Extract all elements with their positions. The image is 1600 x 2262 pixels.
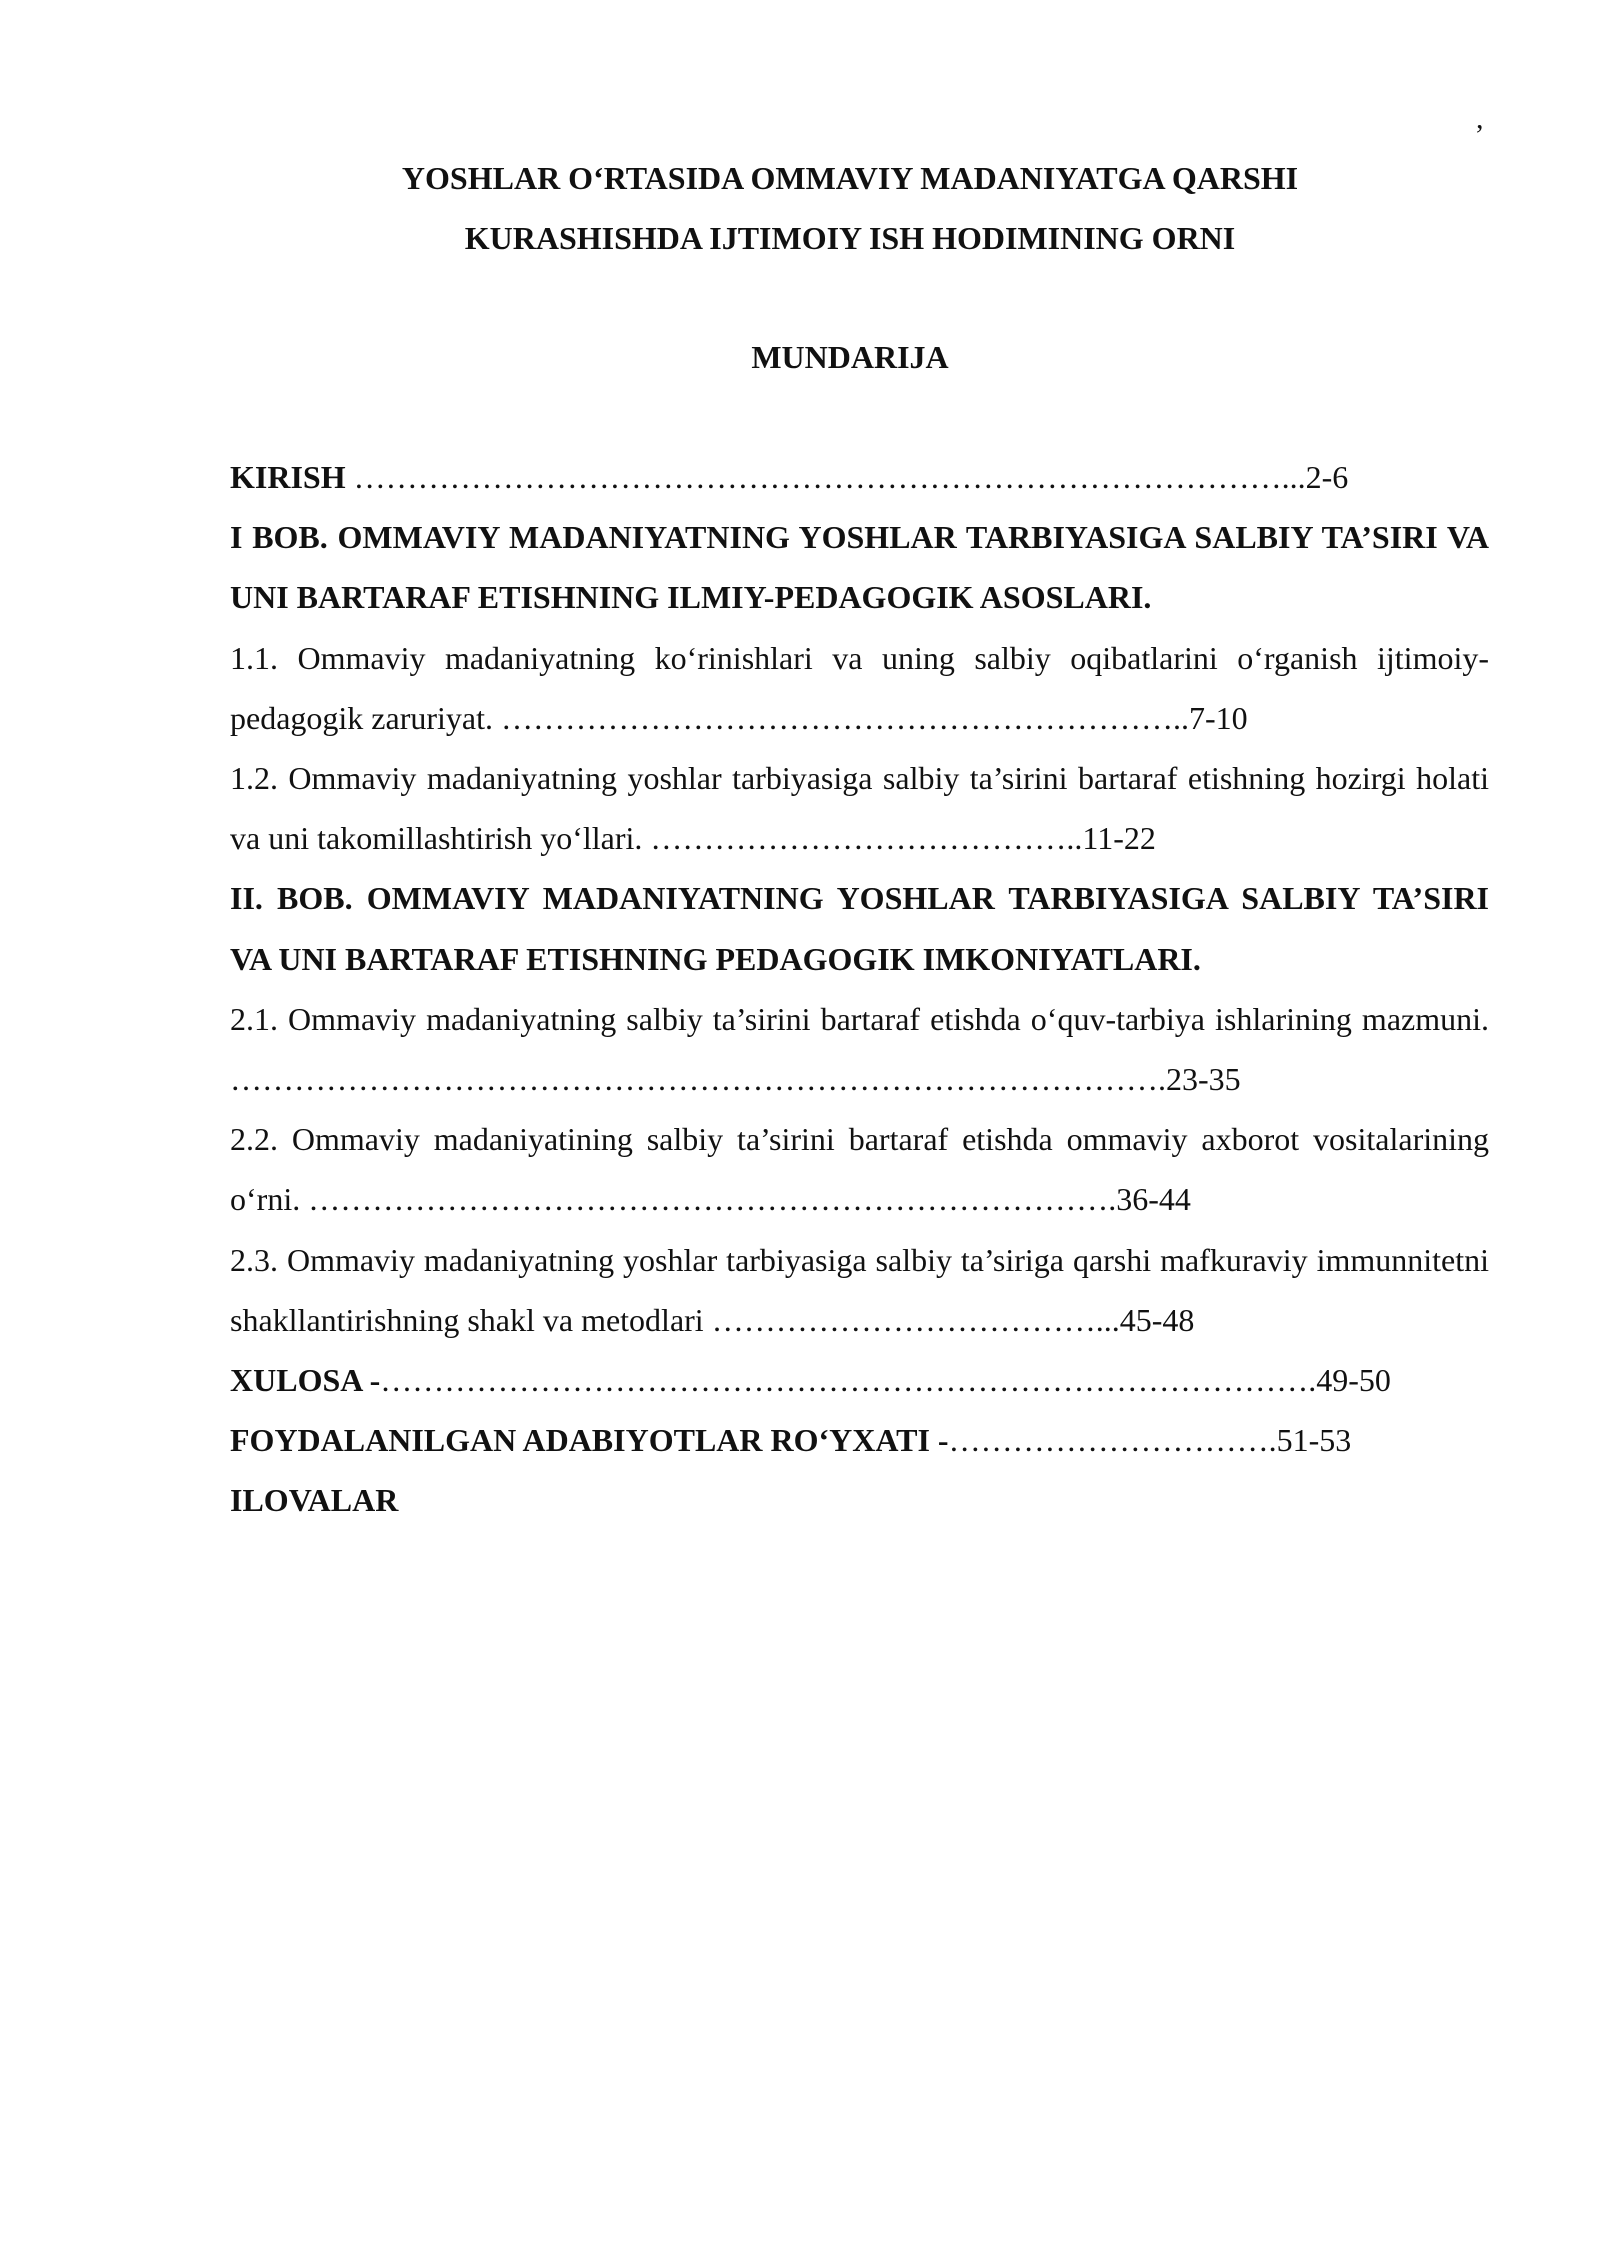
toc-heading: MUNDARIJA	[751, 339, 949, 375]
table-of-contents	[230, 447, 1489, 1531]
toc-entry-xulosa-label: XULOSA -	[230, 1362, 381, 1399]
toc-entry-adabiyotlar	[230, 1410, 1489, 1470]
toc-section-1-1: 1.1. Ommaviy madaniyatning ko‘rinishlari va uning salbiy oqibatlarini o‘rganish ijtimoiy-pedagogik zaruriyat. ………………………………………………………..7-10	[230, 639, 1489, 736]
title-line-1: YOSHLAR O‘RTASIDA OMMAVIY MADANIYATGA QARSHI	[401, 160, 1299, 196]
toc-entry-xulosa	[230, 1350, 1489, 1410]
toc-section-1-2: 1.2. Ommaviy madaniyatning yoshlar tarbiyasiga salbiy ta’sirini bartaraf etishning hozirgi holati va uni takomillashtirish yo‘llari. …………………………………..11-22	[230, 760, 1489, 857]
toc-chapter-1: I BOB. OMMAVIY MADANIYATNING YOSHLAR TARBIYASIGA SALBIY TA’SIRI VA UNI BARTARAF ETISHNING ILMIY-PEDAGOGIK ASOSLARI.	[230, 519, 1489, 616]
toc-section-2-3: 2.3. Ommaviy madaniyatning yoshlar tarbiyasiga salbiy ta’siriga qarshi mafkuraviy immunnitetni shakllantirishning shakl va metodlari ………………………………...45-48	[230, 1241, 1489, 1338]
toc-entry-kirish	[230, 447, 1489, 507]
corner-mark: ,	[1476, 102, 1484, 135]
document-title	[230, 148, 1470, 268]
toc-entry-xulosa-leader: …………………………………………………………………………….49-50	[380, 1362, 1391, 1399]
title-line-2: KURASHISHDA IJTIMOIY ISH HODIMINING ORNI	[464, 220, 1236, 256]
toc-entry-ilovalar: ILOVALAR	[230, 1482, 399, 1519]
toc-section-2-2: 2.2. Ommaviy madaniyatining salbiy ta’sirini bartaraf etishda ommaviy axborot vositalarining o‘rni. ………………………………………………………………….36-44	[230, 1121, 1489, 1218]
toc-entry-kirish-label: KIRISH	[230, 459, 346, 495]
toc-entry-adabiyotlar-leader: ………………………….51-53	[948, 1422, 1352, 1459]
toc-section-2-1: 2.1. Ommaviy madaniyatning salbiy ta’sirini bartaraf etishda o‘quv-tarbiya ishlarining mazmuni. …………………………………………………………………………….23-35	[230, 1000, 1489, 1098]
toc-entry-kirish-leader: ……………………………………………………………………………...2-6	[345, 459, 1349, 495]
toc-entry-adabiyotlar-label: FOYDALANILGAN ADABIYOTLAR RO‘YXATI -	[230, 1422, 949, 1459]
toc-chapter-2: II. BOB. OMMAVIY MADANIYATNING YOSHLAR TARBIYASIGA SALBIY TA’SIRI VA UNI BARTARAF ETISHNING PEDAGOGIK IMKONIYATLARI.	[230, 880, 1489, 977]
